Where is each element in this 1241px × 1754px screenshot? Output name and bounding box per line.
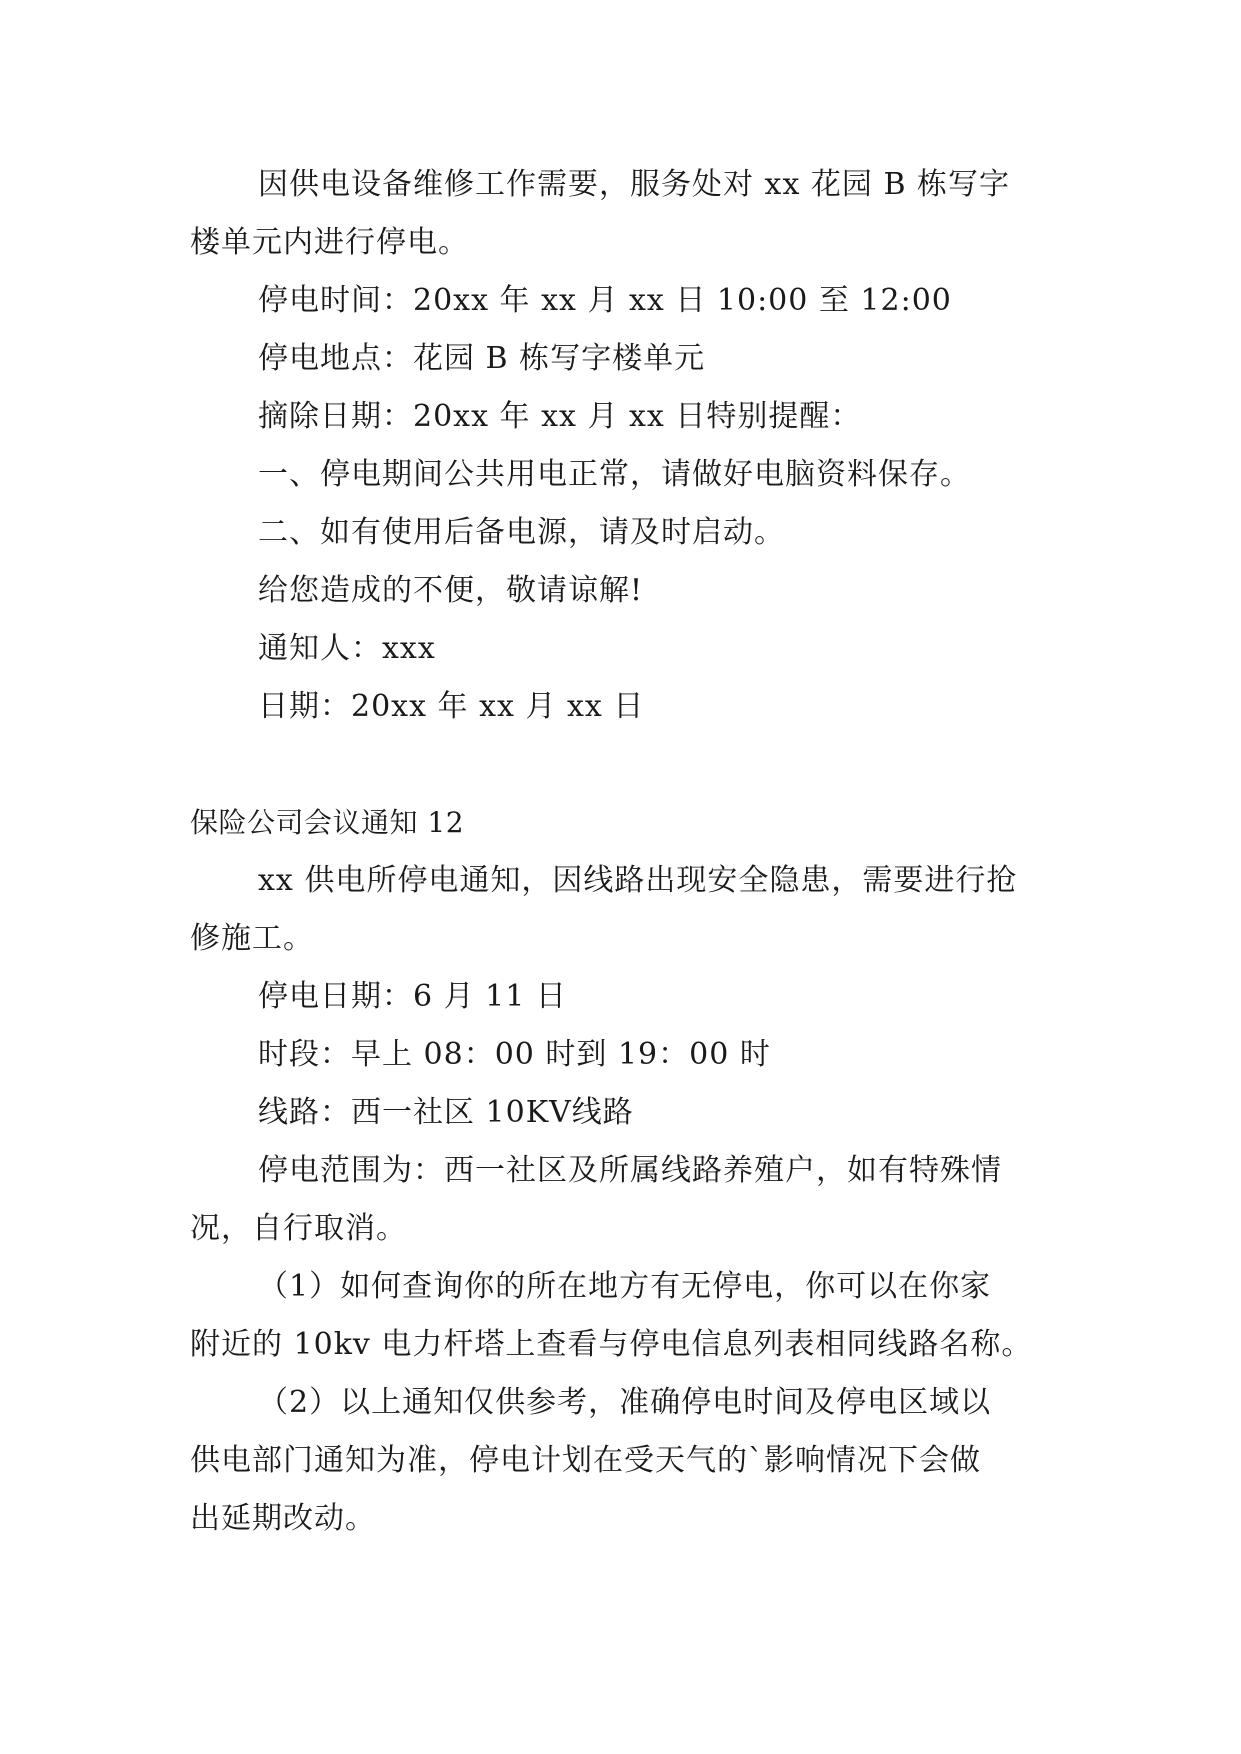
notice2-intro-line1: xx 供电所停电通知，因线路出现安全隐患，需要进行抢 bbox=[258, 863, 1018, 898]
notice2-intro-line2: 修施工。 bbox=[190, 921, 314, 956]
notice2-period: 时段：早上 08：00 时到 19：00 时 bbox=[258, 1037, 771, 1072]
notice2-note1-line2: 附近的 10kv 电力杆塔上查看与停电信息列表相同线路名称。 bbox=[190, 1327, 1033, 1362]
notice1-intro-line1: 因供电设备维修工作需要，服务处对 xx 花园 B 栋写字 bbox=[258, 167, 1011, 202]
notice1-intro-line2: 楼单元内进行停电。 bbox=[190, 225, 469, 260]
notice2-scope-line1: 停电范围为：西一社区及所属线路养殖户，如有特殊情 bbox=[258, 1153, 1002, 1188]
notice1-date: 日期：20xx 年 xx 月 xx 日 bbox=[258, 689, 645, 724]
notice2-note1-line1: （1）如何查询你的所在地方有无停电，你可以在你家 bbox=[258, 1269, 992, 1304]
notice2-line: 线路：西一社区 10KⅤ线路 bbox=[258, 1095, 634, 1130]
notice1-notifier: 通知人：xxx bbox=[258, 631, 436, 666]
notice2-note2-line2: 供电部门通知为准，停电计划在受天气的`影响情况下会做 bbox=[190, 1443, 981, 1478]
notice1-item1: 一、停电期间公共用电正常，请做好电脑资料保存。 bbox=[258, 457, 971, 492]
notice2-outage-date: 停电日期：6 月 11 日 bbox=[258, 979, 567, 1014]
notice2-scope-line2: 况，自行取消。 bbox=[190, 1211, 407, 1246]
notice2-note2-line3: 出延期改动。 bbox=[190, 1501, 376, 1536]
notice1-removal-date: 摘除日期：20xx 年 xx 月 xx 日特别提醒： bbox=[258, 399, 862, 434]
notice2-note2-line1: （2）以上通知仅供参考，准确停电时间及停电区域以 bbox=[258, 1385, 992, 1420]
notice1-apology: 给您造成的不便，敬请谅解! bbox=[258, 573, 644, 608]
section-title: 保险公司会议通知 12 bbox=[190, 806, 465, 839]
notice1-location: 停电地点：花园 B 栋写字楼单元 bbox=[258, 341, 706, 376]
notice1-time: 停电时间：20xx 年 xx 月 xx 日 10:00 至 12:00 bbox=[258, 283, 952, 318]
notice1-item2: 二、如有使用后备电源，请及时启动。 bbox=[258, 515, 785, 550]
